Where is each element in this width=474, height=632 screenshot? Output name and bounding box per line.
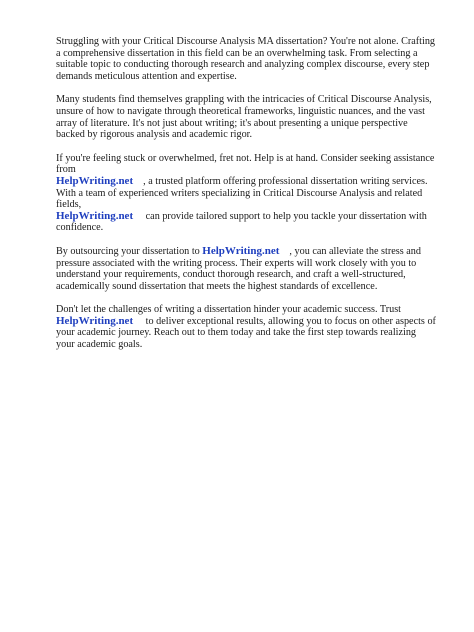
paragraph-outsourcing [56, 246, 436, 292]
paragraph-text: , you can alleviate the stress and pressure associated with the writing process. Their experts will work closely with you to understand your requirements, conduct thorough research, and craft a well-structured, academically sound dissertation that meets the highest standards of excellence. [56, 245, 421, 292]
paragraph-challenges [56, 94, 436, 140]
paragraph-text: to deliver exceptional results, allowing you to focus on other aspects of your academic journey. Reach out to them today and take the first step towards realizing your academic goals. [56, 315, 436, 351]
paragraph-assistance [56, 153, 436, 234]
paragraph-intro [56, 36, 436, 82]
helpwriting-link[interactable]: HelpWriting.net [202, 244, 280, 257]
paragraph-text: , a trusted platform offering professional dissertation writing services. With a team of experienced writers specializing in Critical Discourse Analysis and related fields, [56, 175, 428, 211]
paragraph-text: If you're feeling stuck or overwhelmed, fret not. Help is at hand. Consider seeking assistance from [56, 152, 435, 176]
helpwriting-link[interactable]: HelpWriting.net [56, 174, 134, 187]
paragraph-text: Struggling with your Critical Discourse Analysis MA dissertation? You're not alone. Crafting a comprehensive dissertation in this field can be an overwhelming task. From selecting a suitable topic to conducting thorough research and analyzing complex discourse, every step demands meticulous attention and expertise. [56, 36, 436, 82]
document-body [56, 36, 436, 363]
helpwriting-link[interactable]: HelpWriting.net [56, 314, 134, 327]
paragraph-closing [56, 304, 436, 350]
paragraph-text: Many students find themselves grappling with the intricacies of Critical Discourse Analysis, unsure of how to navigate through theoretical frameworks, linguistic nuances, and the vast array of literature. It's not just about writing; it's about presenting a unique perspective backed by rigorous analysis and academic rigor. [56, 94, 432, 141]
helpwriting-link[interactable]: HelpWriting.net [56, 209, 134, 222]
paragraph-text: can provide tailored support to help you tackle your dissertation with confidence. [56, 210, 427, 234]
paragraph-text: Don't let the challenges of writing a dissertation hinder your academic success. Trust [56, 304, 402, 316]
paragraph-text: By outsourcing your dissertation to [56, 245, 200, 257]
